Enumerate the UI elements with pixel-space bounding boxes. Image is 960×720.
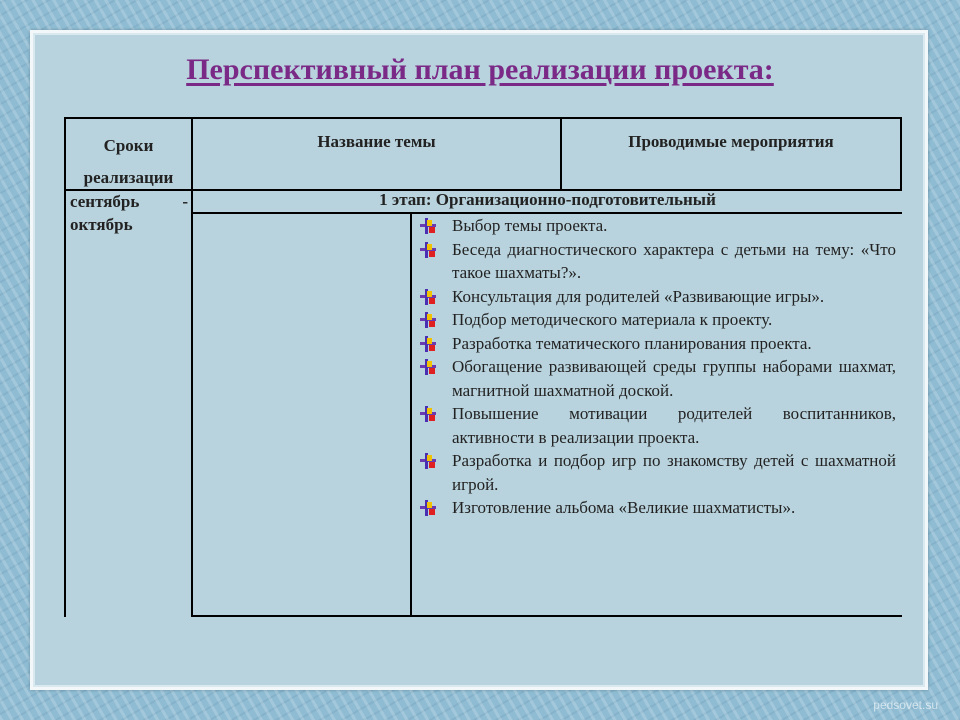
- header-topic: Название темы: [317, 132, 436, 151]
- bullet-icon: [420, 312, 436, 328]
- period-months-end: октябрь: [70, 215, 133, 234]
- table-bottom-border: [191, 615, 902, 617]
- activity-text: Консультация для родителей «Развивающие игры».: [452, 286, 825, 306]
- activities-list: [416, 214, 896, 520]
- bullet-icon: [420, 453, 436, 469]
- header-activities: Проводимые мероприятия: [628, 132, 834, 151]
- activity-item: [416, 402, 896, 449]
- body-col-divider-1: [191, 189, 193, 617]
- period-cell: [70, 190, 188, 236]
- bullet-icon: [420, 289, 436, 305]
- plan-table: [64, 117, 902, 617]
- bullet-icon: [420, 406, 436, 422]
- watermark: pedsovet.su: [873, 698, 938, 712]
- activity-item: [416, 214, 896, 238]
- header-period: [66, 131, 191, 193]
- header-col-divider-1: [191, 117, 193, 190]
- activity-item: [416, 355, 896, 402]
- activity-item: [416, 496, 896, 520]
- bullet-icon: [420, 242, 436, 258]
- activity-text: Разработка и подбор игр по знакомству детей с шахматной игрой.: [452, 451, 896, 494]
- activity-text: Обогащение развивающей среды группы наборами шахмат, магнитной шахматной доской.: [452, 357, 896, 400]
- activity-text: Повышение мотивации родителей воспитанников, активности в реализации проекта.: [452, 404, 896, 447]
- activity-item: [416, 449, 896, 496]
- activity-text: Выбор темы проекта.: [452, 216, 608, 235]
- activity-item: [416, 308, 896, 332]
- page-title: Перспективный план реализации проекта:: [186, 53, 774, 86]
- activity-text: Беседа диагностического характера с детьми на тему: «Что такое шахматы?».: [452, 239, 896, 282]
- body-col-divider-2: [410, 212, 412, 617]
- activity-text: Разработка тематического планирования проекта.: [452, 333, 812, 353]
- activity-text: Изготовление альбома «Великие шахматисты».: [452, 498, 796, 517]
- header-col-divider-2: [560, 117, 562, 190]
- activity-item: [416, 285, 896, 309]
- stage-title: 1 этап: Организационно-подготовительный: [379, 190, 716, 209]
- table-top-border: [64, 117, 902, 119]
- bullet-icon: [420, 218, 436, 234]
- bullet-icon: [420, 359, 436, 375]
- bullet-icon: [420, 336, 436, 352]
- activity-item: [416, 238, 896, 285]
- header-period-line2: реализации: [83, 168, 174, 187]
- header-period-line1: Сроки: [103, 136, 154, 155]
- header-right-border: [900, 117, 902, 190]
- period-months-start: сентябрь: [70, 192, 140, 211]
- activity-item: [416, 332, 896, 356]
- period-dash: -: [182, 192, 188, 211]
- bullet-icon: [420, 500, 436, 516]
- activity-text: Подбор методического материала к проекту.: [452, 310, 773, 329]
